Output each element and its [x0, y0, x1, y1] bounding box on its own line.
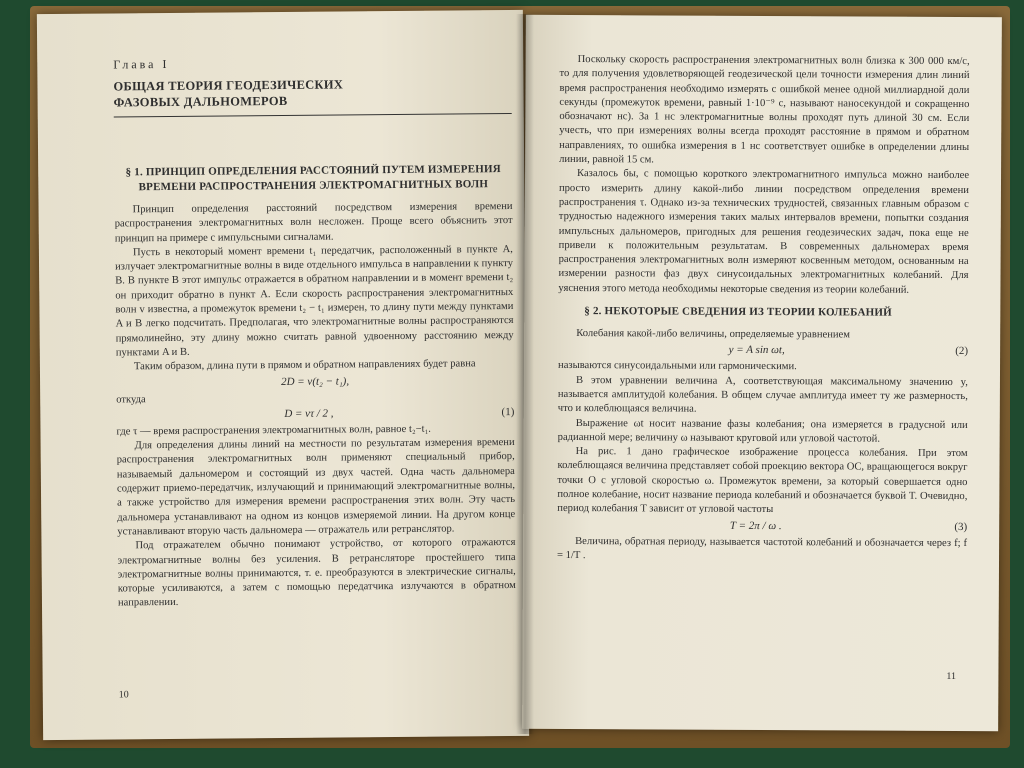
formula-expression: 2D = v(t₂ − t₁), — [280, 374, 350, 388]
formula-expression: y = A sin ωt, — [728, 344, 785, 357]
section-2-title: § 2. НЕКОТОРЫЕ СВЕДЕНИЯ ИЗ ТЕОРИИ КОЛЕБАНИЙ — [584, 305, 892, 319]
formula-number: (3) — [954, 520, 968, 533]
chapter-title-line-2: ФАЗОВЫХ ДАЛЬНОМЕРОВ — [113, 93, 288, 110]
paragraph: Для определения длины линий на местности по результатам измерения времени распространения электромагнитных волн применяют специальный прибор, называемый дальномером и состоящий из двух частей. Одна часть дальномера содержит приемо-передатчик, излучающий и принимающий электромагнитные волны, а также устройство для измерения времени распространения этих волн. Эту часть дальномера устанавливают на одном из концов измеряемой линии. На другом конце устанавливают вторую часть дальномера — отражатель или ретранслятор. — [116, 437, 516, 538]
left-page — [37, 10, 529, 740]
paragraph: Пусть в некоторый момент времени t₁ передатчик, расположенный в пункте A, излучает электромагнитные волны в виде отдельного импульса в направлении к пункту B. В пункте B этот импульс отражается в обратном направлении и в момент времени t₂ он приходит обратно в пункт A. Если скорость распространения электромагнитных волн v известна, а промежуток времени t₂ − t₁ измерен, то длину пути между пунктами A и B легко подсчитать. Предполагая, что электромагнитные волны распространяются прямолинейно, эту длину можно считать равной удвоенному расстоянию между пунктами A и B. — [115, 243, 514, 359]
paragraph: Величина, обратная периоду, называется частотой колебаний и обозначается через f; f = 1/T . — [557, 535, 968, 561]
right-page — [522, 15, 1002, 731]
paragraph: Таким образом, длина пути в прямом и обратном направлениях будет равна — [133, 358, 476, 373]
formula-expression: T = 2π / ω . — [729, 519, 782, 532]
paragraph: На рис. 1 дано графическое изображение процесса колебания. При этом колеблющаяся величина представляет собой проекцию вектора OC, вращающегося вокруг точки O с угловой скоростью ω. Промежуток времени, за который совершается одно полное колебание, носит название периода колебаний и обозначается буквой T. Очевидно, период колебания T зависит от угловой частоты — [557, 446, 968, 516]
page-number: 10 — [118, 689, 129, 701]
formula-expression: D = vτ / 2 , — [284, 407, 334, 420]
chapter-label: Глава I — [113, 56, 170, 72]
paragraph: Выражение ωt носит название фазы колебания; она измеряется в градусной или радианной мере; величину ω называют круговой или угловой частотой. — [557, 417, 968, 445]
book-spine-shadow — [516, 14, 534, 734]
page-number: 11 — [946, 670, 957, 683]
paragraph: где τ — время распространения электромагнитных волн, равное t₂−t₁. — [116, 423, 431, 438]
right-page-content — [557, 53, 970, 565]
section-1-title: § 1. ПРИНЦИП ОПРЕДЕЛЕНИЯ РАССТОЯНИЙ ПУТЕМ ИЗМЕРЕНИЯ ВРЕМЕНИ РАСПРОСТРАНЕНИЯ ЭЛЕКТРОМАГНИТНЫХ ВОЛН — [125, 163, 501, 194]
formula-path-length — [116, 374, 514, 389]
paragraph: называются синусоидальными или гармоническими. — [558, 360, 797, 373]
paragraph: Поскольку скорость распространения электромагнитных волн близка к 300 000 км/с, то для получения удовлетворяющей геодезической цели точности измерения длин линий время распространения необходимо измерять с ошибкой менее одной миллиардной доли секунды (промежуток времени, равный 1·10⁻⁹ с, называют наносекундой и сокращенно обозначают нс). За 1 нс электромагнитные волны проходят путь длиной 30 см. Если учесть, что при измерениях волны всегда проходят расстояние в прямом и обратном направлениях, то ошибка измерения в 1 нс соответствует ошибке в определении длины линии, равной 15 см. — [559, 54, 970, 166]
formula-2 — [558, 343, 968, 357]
paragraph: Принцип определения расстояний посредством измерения времени распространения электромагнитных волн несложен. Проще всего объяснить этот принцип на примере с импульсными сигналами. — [114, 200, 513, 245]
formula-3 — [557, 519, 967, 533]
chapter-title-line-1: ОБЩАЯ ТЕОРИЯ ГЕОДЕЗИЧЕСКИХ — [113, 77, 344, 94]
formula-number: (2) — [955, 345, 969, 358]
left-page-content — [113, 40, 516, 611]
paragraph: откуда — [116, 393, 146, 406]
chapter-title — [113, 75, 511, 110]
paragraph: Колебания какой-либо величины, определяемые уравнением — [576, 328, 850, 341]
formula-1 — [116, 406, 514, 421]
chapter-rule — [114, 113, 512, 117]
paragraph: Казалось бы, с помощью короткого электромагнитного импульса можно наиболее просто измерить длину какой-либо линии посредством определения времени распространения τ. Однако из-за технических трудностей, связанных главным образом с трудностью надежного измерения таких малых интервалов времени, попытки создания импульсных дальномеров, пригодных для решения геодезических задач, пока еще не привели к положительным результатам. В современных дальномерах время распространения электромагнитных волн измеряют косвенным методом, основанным на измерении разности фаз двух синусоидальных электромагнитных колебаний. Для уяснения этого метода необходимы некоторые сведения из теории колебаний. — [558, 168, 970, 296]
paragraph: Под отражателем обычно понимают устройство, от которого отражаются электромагнитные волны без усиления. В ретрансляторе простейшего типа электромагнитные волны принимаются, т. е. преобразуются в электрические сигналы, которые усиливаются, а затем с помощью передатчика излучаются в обратном направлении. — [117, 537, 516, 609]
paragraph: В этом уравнении величина A, соответствующая максимальному значению y, называется амплитудой колебания. В общем случае амплитуда имеет ту же размерность, что и колеблющаяся величина. — [557, 374, 968, 415]
formula-number: (1) — [501, 405, 515, 418]
